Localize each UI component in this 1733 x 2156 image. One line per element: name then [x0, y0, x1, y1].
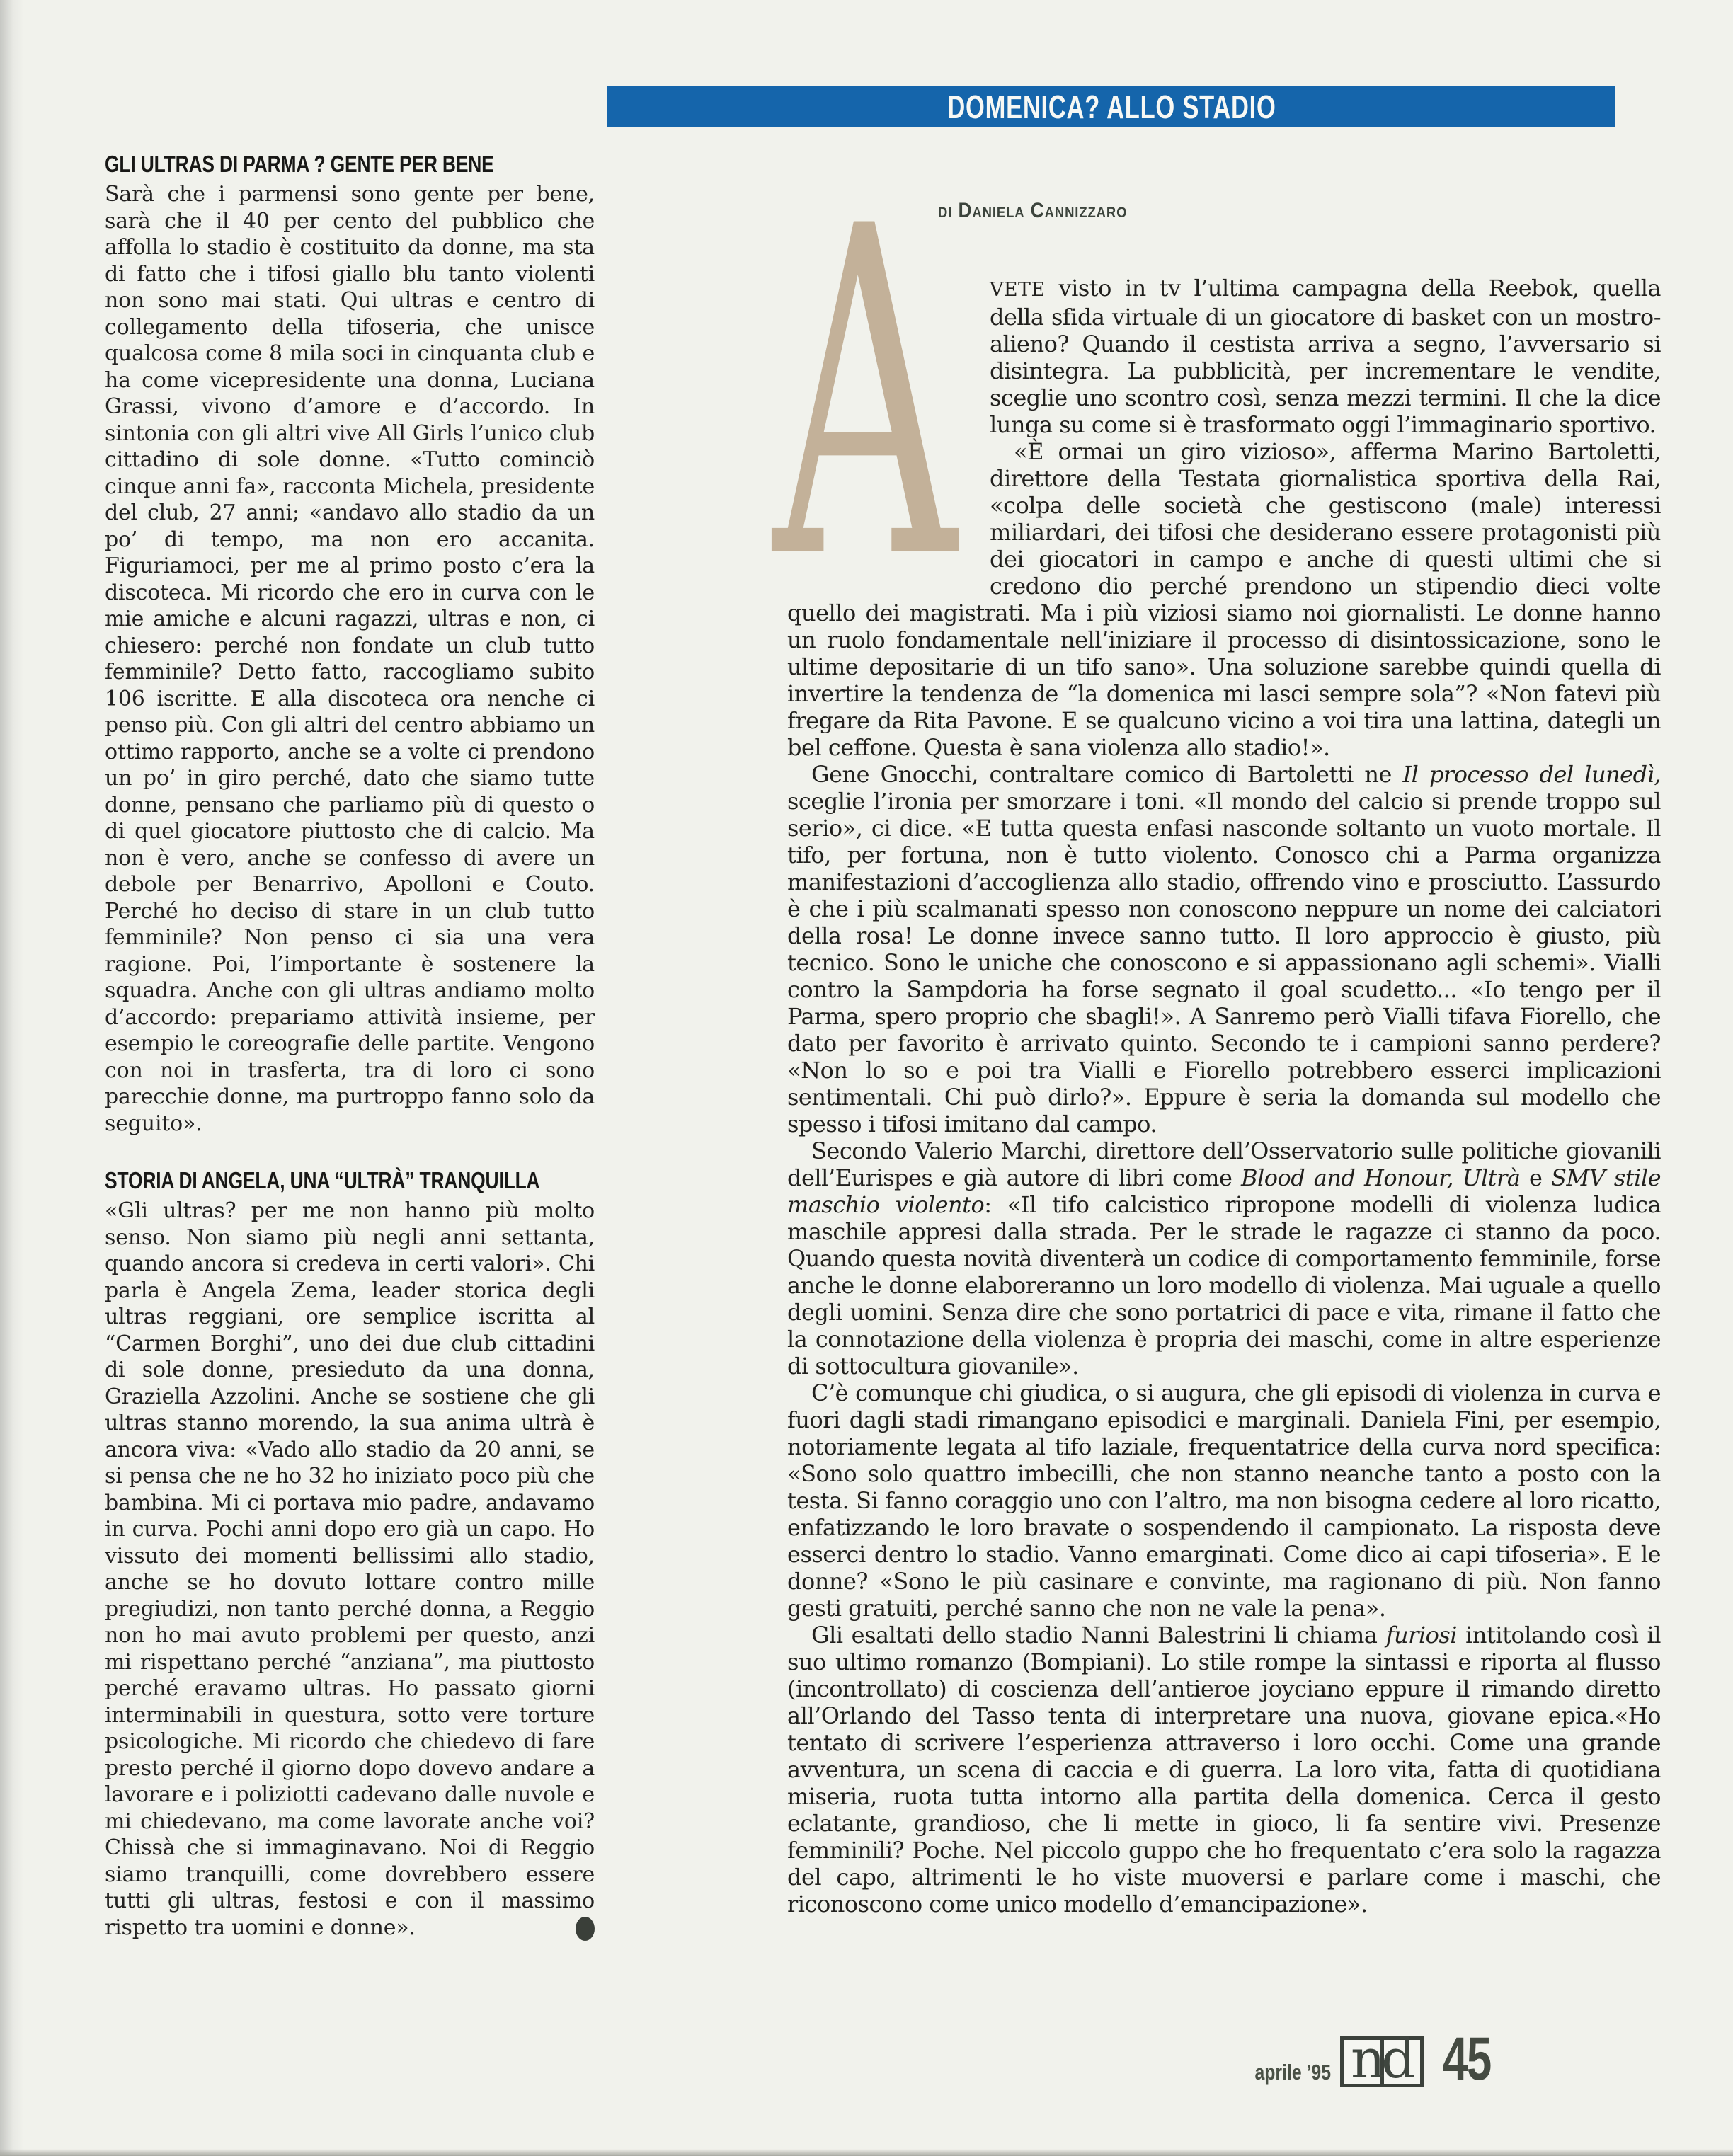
- article-paragraph: «È ormai un giro vizioso», afferma Marino Bartoletti, direttore della Testata giornalistica sportiva della Rai, «colpa delle società che gestiscono (male) interessi miliardari, dei tifosi che desiderano essere protagonisti più dei giocatori in campo e anche di questi ultimi che si credono dio perché prendono un stipendio dieci volte quello dei magistrati. Ma i più viziosi siamo noi giornalisti. Le donne hanno un ruolo fondamentale nell’iniziare il processo di disintossicazione, sono le ultime depositarie di un tifo sano». Una soluzione sarebbe quindi quella di invertire la tendenza de “la domenica mi lasci sempre sola”? «Non fatevi più fregare da Rita Pavone. E se qualcuno vicino a voi tira una lattina, dategli un bel ceffone. Questa è sana violenza allo stadio!».: [787, 438, 1661, 761]
- section-title-bar: [607, 86, 1615, 127]
- article-paragraph: C’è comunque chi giudica, o si augura, che gli episodi di violenza in curva e fuori dagli stadi rimangano episodici e marginali. Daniela Fini, per esempio, notoriamente legata al tifo laziale, frequentatrice della curva nord specifica: «Sono solo quattro imbecilli, che non stanno neanche tanto a posto con la testa. Si fanno coraggio uno con l’altro, ma non bisogna cedere al loro ricatto, enfatizzando le loro bravate o sospendendo il campionato. La risposta deve esserci dentro lo stadio. Vanno emarginati. Come dico ai capi tifoseria». E le donne? «Sono le più casinare e convinte, ma ragionano di più. Non fanno gesti gratuiti, perché sanno che non ne vale la pena».: [787, 1380, 1661, 1622]
- scan-edge-bottom: [0, 2149, 1733, 2156]
- sidebar-column: [105, 150, 595, 1941]
- logo-letters: nd: [1351, 2027, 1412, 2090]
- sidebar-paragraph-angela: «Gli ultras? per me non hanno più molto senso. Non siamo più negli anni settanta, quando ancora si credeva in certi valori». Chi parla è Angela Zema, leader storica degli ultras reggiani, ore semplice iscritta al “Carmen Borghi”, uno dei due club cittadini di sole donne, presieduto da una donna, Graziella Azzolini. Anche se sostiene che gli ultras stanno morendo, la sua anima ultrà è ancora viva: «Vado allo stadio da 20 anni, se si pensa che ne ho 32 ho iniziato poco più che bambina. Mi ci portava mio padre, andavamo in curva. Pochi anni dopo ero già un capo. Ho vissuto dei momenti bellissimi allo stadio, anche se ho dovuto lottare contro mille pregiudizi, non tanto perché donna, a Reggio non ho mai avuto problemi per questo, anzi mi rispettano perché “anziana”, ma piuttosto perché eravamo ultras. Ho passato giorni interminabili in questura, sotto vere torture psicologiche. Mi ricordo che chiedevo di fare presto perché il giorno dopo dovevo andare a lavorare e i poliziotti cadevano dalle nuvole e mi chiedevano, ma come lavorate anche voi? Chissà che si immaginavano. Noi di Reggio siamo tranquilli, come dovrebbero essere tutti gli ultras, festosi e con il massimo rispetto tra uomini e donne».: [105, 1198, 595, 1940]
- sidebar-heading-angela: STORIA DI ANGELA, UNA “ULTRÀ” TRANQUILLA: [105, 1167, 540, 1193]
- article-paragraph: Gene Gnocchi, contraltare comico di Bartoletti ne Il processo del lunedì, sceglie l’ironia per smorzare i toni. «Il mondo del calcio si prende troppo sul serio», ci dice. «E tutta questa enfasi nasconde soltanto un vuoto mortale. Il tifo, per fortuna, non è tutto violento. Conosco chi a Parma organizza manifestazioni d’accoglienza allo stadio, offrendo vino e prosciutto. L’assurdo è che i più scalmanati spesso non conoscono neppure un nome dei calciatori della rosa! Le donne invece sanno tutto. Il loro approccio è giusto, più tecnico. Sono le uniche che conoscono e si appassionano agli schemi». Vialli contro la Sampdoria ha forse segnato il goal scudetto... «Io tengo per il Parma, spero proprio che sbagli!». A Sanremo però Vialli tifava Fiorello, che dato per favorito è arrivato quinto. Secondo te i campioni sanno perdere? «Non lo so e poi tra Vialli e Fiorello potrebbero esserci implicazioni sentimentali. Chi può dirlo?». Eppure è seria la domanda sul modello che spesso i tifosi imitano dal campo.: [787, 761, 1661, 1137]
- dropcap-letter: A: [773, 131, 956, 658]
- article-paragraph: VETE visto in tv l’ultima campagna della Reebok, quella della sfida virtuale di un giocatore di basket con un mostro-alieno? Quando il cestista arriva a segno, l’avversario si disintegra. La pubblicità, per incrementare le vendite, sceglie uno scontro così, senza mezzi termini. Il che la dice lunga su come si è trasformato oggi l’immaginario sportivo.: [990, 275, 1661, 438]
- sidebar-heading-parma: GLI ULTRAS DI PARMA ? GENTE PER BENE: [105, 151, 494, 177]
- byline: di Daniela Cannizzaro: [938, 199, 1128, 222]
- article-paragraph: Secondo Valerio Marchi, direttore dell’Osservatorio sulle politiche giovanili dell’Eurispes e già autore di libri come Blood and Honour, Ultrà e SMV stile maschio violento: «Il tifo calcistico ripropone modelli di violenza ludica maschile appresi dalla strada. Per le strade le ragazze ci stanno da poco. Quando questa novità diventerà un codice di comportamento femminile, forse anche le donne elaboreranno un loro modello di violenza. Mai uguale a quello degli uomini. Senza dire che sono portatrici di pace e vita, rimane il fatto che la connotazione della violenza è propria dei maschi, come in altre esperienze di sottocultura giovanile».: [787, 1137, 1661, 1380]
- scan-edge-left: [0, 0, 24, 2156]
- dropcap-spacer: [787, 275, 990, 599]
- section-title: DOMENICA? ALLO STADIO: [946, 88, 1276, 125]
- article-paragraph: Gli esaltati dello stadio Nanni Balestrini li chiama furiosi intitolando così il suo ultimo romanzo (Bompiani). Lo stile rompe la sintassi e riporta al flusso (incontrollato) di coscienza dell’antieroe joyciano eppure il rimando diretto all’Orlando del Tasso tenta di interpretare una nuova, giovane epica.«Ho tentato di scrivere l’esperienza attraverso i loro occhi. Come una grande avventura, un scena di caccia e di guerra. La loro vita, fatta di quotidiana miseria, ruota tutta intorno alla partita della domenica. Cerca il gesto eclatante, grandioso, che li mette in gioco, li fa sentire vivi. Presenze femminili? Poche. Nel piccolo guppo che ho frequentato c’era solo la ragazza del capo, altrimenti le ho viste muoversi e parlare come i maschi, che riconoscono come unico modello d’emancipazione».: [787, 1622, 1661, 1917]
- page-number: 45: [1443, 2025, 1491, 2093]
- sidebar-paragraph-parma: Sarà che i parmensi sono gente per bene, sarà che il 40 per cento del pubblico che affolla lo stadio è costituito da donne, ma sta di fatto che i tifosi giallo blu tanto violenti non sono mai stati. Qui ultras e centro di collegamento della tifoseria, che unisce qualcosa come 8 mila soci in cinquanta club e ha come vicepresidente una donna, Luciana Grassi, vivono d’amore e d’accordo. In sintonia con gli altri vive All Girls l’unico club cittadino di sole donne. «Tutto cominciò cinque anni fa», racconta Michela, presidente del club, 27 anni; «andavo allo stadio da un po’ di tempo, ma non ero accanita. Figuriamoci, per me al primo posto c’era la discoteca. Mi ricordo che ero in curva con le mie amiche e alcuni ragazzi, ultras e non, ci chiesero: perché non fondate un club tutto femminile? Detto fatto, raccogliamo subito 106 iscritte. E alla discoteca ora nenche ci penso più. Con gli altri del centro abbiamo un ottimo rapporto, anche se a volte ci prendono un po’ in giro perché, dato che siamo tutte donne, pensano che parliamo più di questo o di quel giocatore piuttosto che di calcio. Ma non è vero, anche se confesso di avere un debole per Benarrivo, Apolloni e Couto. Perché ho deciso di stare in un club tutto femminile? Non penso ci sia una vera ragione. Poi, l’importante è sostenere la squadra. Anche con gli ultras andiamo molto d’accordo: prepariamo attività insieme, per esempio le coreografie delle partite. Vengono con noi in trasferta, tra di loro ci sono parecchie donne, ma purtroppo fanno solo da seguito».: [105, 182, 595, 1136]
- magazine-logo: [1340, 2027, 1424, 2090]
- issue-date: aprile ’95: [1254, 2060, 1331, 2085]
- article-body: [787, 275, 1661, 1917]
